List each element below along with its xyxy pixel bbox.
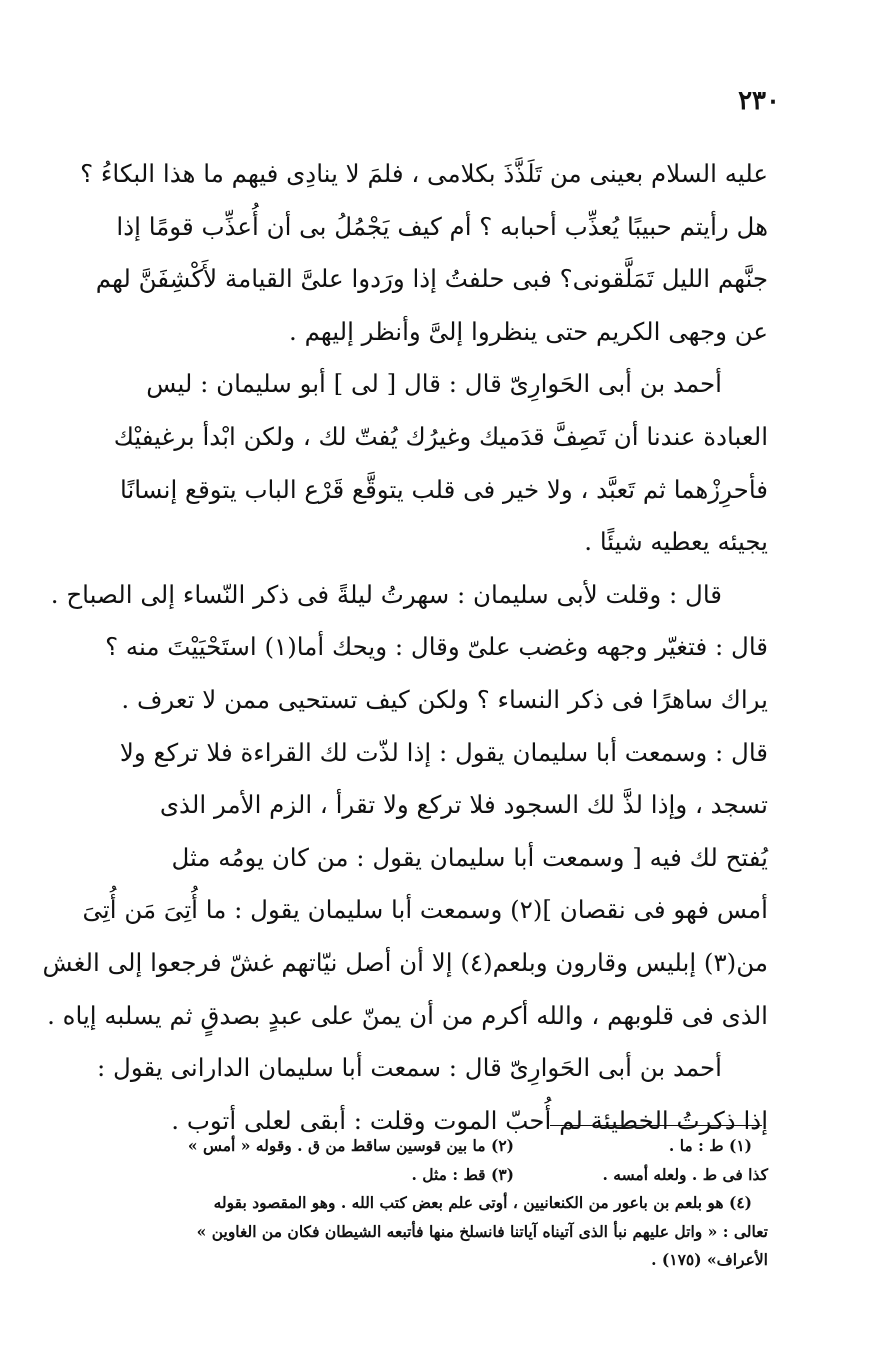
footnote-row <box>104 1132 768 1161</box>
footnote-4-line: الأعراف» (١٧٥) . <box>651 1250 768 1269</box>
text-line: العبادة عندنا أن تَصِفَّ قدَميك وغيرُك يُفتّ لك ، ولكن ابْدأ برغيفيْك <box>113 421 768 451</box>
text-line: هل رأيتم حبيبًا يُعذِّب أحبابه ؟ أم كيف يَجْمُلُ بى أن أُعذِّب قومًا إذا <box>116 211 768 241</box>
main-text <box>42 148 768 1147</box>
footnote-3: (٣) قط : مثل . <box>411 1164 514 1184</box>
text-line: عن وجهى الكريم حتى ينظروا إلىَّ وأنظر إليهم . <box>289 316 768 346</box>
text-line: يجيئه يعطيه شيئًا . <box>584 527 768 557</box>
text-line: يراك ساهرًا فى ذكر النساء ؟ ولكن كيف تستحيى ممن لا تعرف . <box>121 684 768 714</box>
text-line: جنَّهم الليل تَمَلَّقونى؟ فبى حلفتُ إذا ورَدوا علىَّ القيامة لأَكْشِفَنَّ لهم <box>95 264 768 294</box>
footnote-1: (١) ط : ما . <box>668 1136 752 1155</box>
footnote-separator <box>550 1125 762 1126</box>
footnote-row <box>104 1161 768 1190</box>
text-line: فأحرِزْهما ثم تَعبَّد ، ولا خير فى قلب يتوقَّع قَرْع الباب يتوقع إنسانًا <box>120 474 768 504</box>
text-line: أمس فهو فى نقصان ](٢) وسمعت أبا سليمان يقول : ما أُتِىَ مَن أُتِىَ <box>82 895 768 925</box>
text-line: تسجد ، وإذا لذَّ لك السجود فلا تركع ولا تقرأ ، الزم الأمر الذى <box>159 790 768 820</box>
text-line: قال : فتغيّر وجهه وغضب علىّ وقال : ويحك أما(١) استَحْيَيْتَ منه ؟ <box>105 632 768 662</box>
footnote-2: (٢) ما بين قوسين ساقط من ق . وقوله « أمس » <box>187 1136 514 1155</box>
text-line: أحمد بن أبى الحَوارِىّ قال : سمعت أبا سليمان الدارانى يقول : <box>96 1053 722 1083</box>
text-line: قال : وسمعت أبا سليمان يقول : إذا لذّت لك القراءة فلا تركع ولا <box>119 737 768 767</box>
text-line: أحمد بن أبى الحَوارِىّ قال : قال [ لى ] أبو سليمان : ليس <box>146 369 722 399</box>
text-line: قال : وقلت لأبى سليمان : سهرتُ ليلةً فى ذكر النّساء إلى الصباح . <box>50 579 722 609</box>
page-number: ٢٣٠ <box>738 86 780 116</box>
footnote-4: (٤) هو بلعم بن باعور من الكنعانيين ، أوتى علم بعض كتب الله . وهو المقصود بقوله <box>213 1193 752 1212</box>
text-line: عليه السلام بعينى من تَلَذَّذَ بكلامى ، فلمَ لا ينادِى فيهم ما هذا البكاءُ ؟ <box>80 159 768 188</box>
footnote-2-continued: كذا فى ط . ولعله أمسه . <box>602 1164 768 1184</box>
text-line: من(٣) إبليس وقارون وبلعم(٤) إلا أن أصل نيّاتهم غشّ فرجعوا إلى الغش <box>42 947 768 977</box>
text-line: إذا ذكرتُ الخطيئة لم أُحبّ الموت وقلت : أبقى لعلى أتوب . <box>171 1105 768 1135</box>
text-line: يُفتح لك فيه [ وسمعت أبا سليمان يقول : من كان يومُه مثل <box>171 842 768 872</box>
footnotes <box>104 1132 768 1275</box>
footnote-4-line: تعالى : « واتل عليهم نبأ الذى آتيناه آياتنا فانسلخ منها فأتبعه الشيطان فكان من الغاوين » <box>196 1221 768 1241</box>
text-line: الذى فى قلوبهم ، والله أكرم من أن يمنّ على عبدٍ بصدقٍ ثم يسلبه إياه . <box>47 1000 768 1030</box>
